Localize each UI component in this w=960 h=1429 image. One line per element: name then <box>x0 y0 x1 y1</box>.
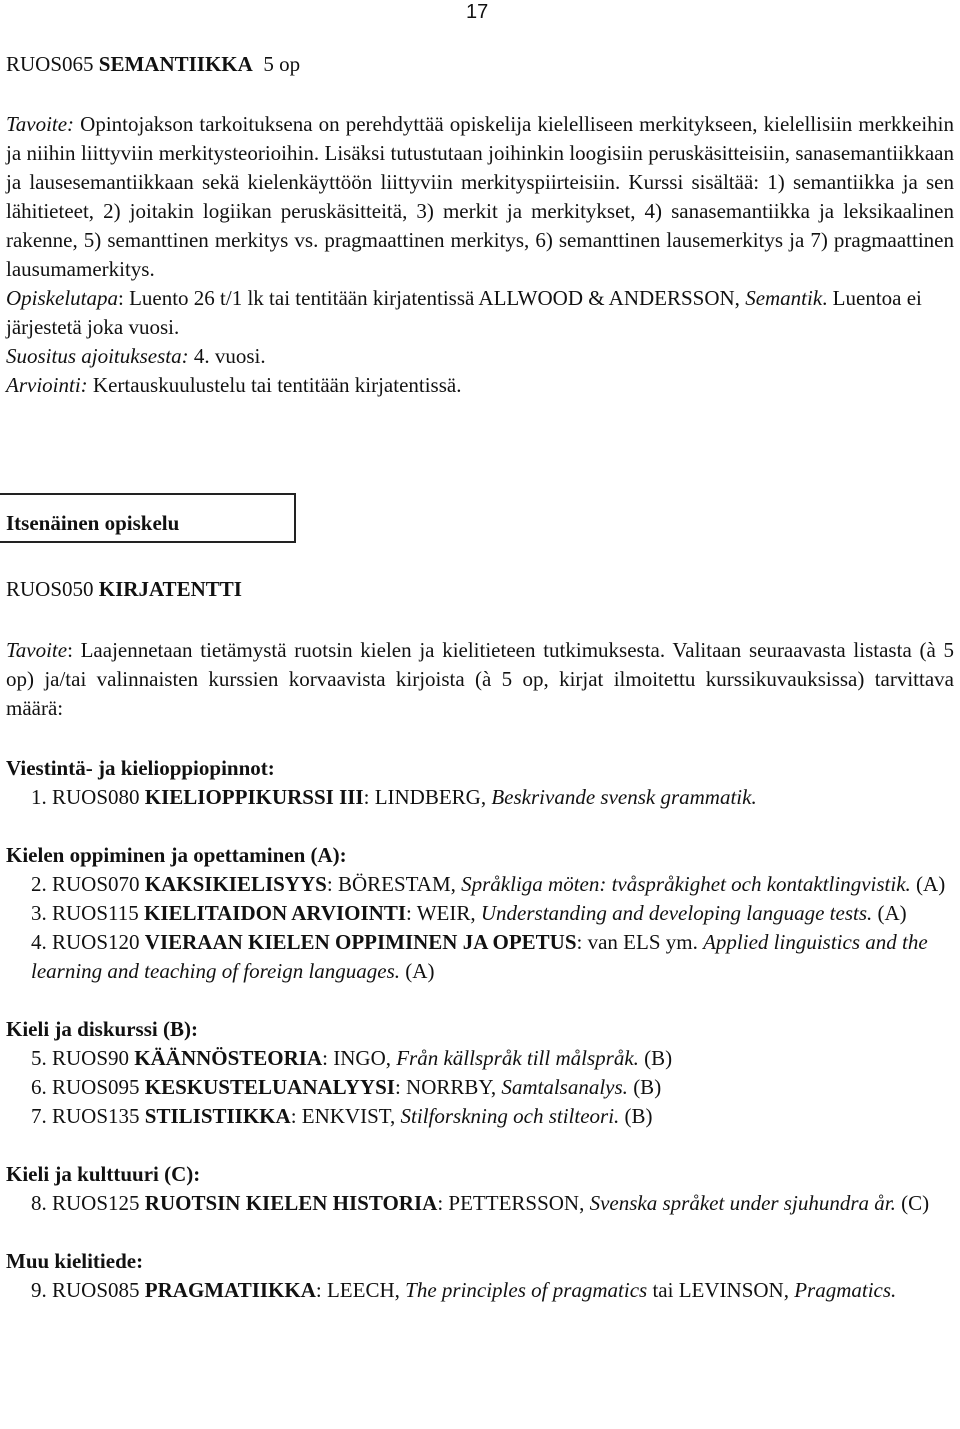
list-item <box>31 870 954 899</box>
study-label: Opiskelutapa <box>6 286 118 310</box>
item-author: : INGO, <box>322 1046 397 1070</box>
study-text: : Luento 26 t/1 lk tai tentitään kirjatentissä ALLWOOD & ANDERSSON, <box>117 286 746 310</box>
item-code: RUOS085 <box>52 1278 140 1302</box>
course-semantiikka <box>6 50 954 79</box>
item-book-alt: Pragmatics. <box>794 1278 897 1302</box>
item-tag: (B) <box>619 1104 653 1128</box>
group-heading: Kieli ja kulttuuri (C): <box>6 1162 201 1186</box>
item-tag: (A) <box>910 872 946 896</box>
section-box <box>0 493 296 543</box>
item-title: KAKSIKIELISYYS <box>144 872 327 896</box>
item-tag: (A) <box>400 959 435 983</box>
goal-text: Opintojakson tarkoituksena on perehdyttää opiskelija kielelliseen merkitykseen, kielellisiin merkkeihin ja niihin liittyviin merkitysteorioihin. Lisäksi tutustutaan joihinkin loogisiin peruskäsitteisiin, sanasemantiikkaan ja lausesemantiikkaan sekä kielenkäyttöön liittyviin merkityspiirteisiin. Kurssi sisältää: 1) semantiikka ja sen lähitieteet, 2) joitakin logiikan peruskäsitteitä, 3) merkit ja merkitykset, 4) sanasemantiikka ja leksikaalinen rakenne, 5) semanttinen merkitys vs. pragmaattinen merkitys, 6) semanttinen lausemerkitys ja 7) pragmaattinen lausumamerkitys. <box>6 112 955 281</box>
item-number: 8. <box>31 1191 47 1215</box>
item-book: Språkliga möten: tvåspråkighet och kontaktlingvistik. <box>461 872 911 896</box>
item-title: PRAGMATIIKKA <box>144 1278 316 1302</box>
item-title: STILISTIIKKA <box>144 1104 291 1128</box>
item-author: : ENKVIST, <box>290 1104 401 1128</box>
group-heading: Viestintä- ja kielioppiopinnot: <box>6 756 275 780</box>
item-author: : WEIR, <box>406 901 481 925</box>
course-semantiikka-body <box>6 110 954 400</box>
study-tail: . Luentoa ei järjestetä joka vuosi. <box>6 286 922 339</box>
item-number: 1. <box>31 785 47 809</box>
item-book: Svenska språket under sjuhundra år. <box>589 1191 896 1215</box>
item-number: 3. <box>31 901 47 925</box>
goal-label: Tavoite: <box>6 112 75 136</box>
item-book: Stilforskning och stilteori. <box>400 1104 620 1128</box>
item-title: KÄÄNNÖSTEORIA <box>134 1046 323 1070</box>
goal-paragraph <box>6 110 954 284</box>
book-groups <box>6 754 954 1305</box>
course2-title: KIRJATENTTI <box>98 577 242 601</box>
item-title: KESKUSTELUANALYYSI <box>144 1075 395 1099</box>
page-number: 17 <box>466 1 489 23</box>
item-book: Applied linguistics and the learning and teaching of foreign languages. <box>31 930 928 983</box>
item-tag: (C) <box>895 1191 930 1215</box>
list-item <box>31 1044 954 1073</box>
timing <box>6 342 954 371</box>
item-title: KIELITAIDON ARVIOINTI <box>144 901 407 925</box>
timing-label: Suositus ajoituksesta: <box>6 344 189 368</box>
item-code: RUOS125 <box>52 1191 140 1215</box>
item-author: : NORRBY, <box>394 1075 502 1099</box>
item-tag: (B) <box>638 1046 673 1070</box>
item-code: RUOS070 <box>52 872 140 896</box>
course2-goal <box>6 636 954 723</box>
item-author: : PETTERSSON, <box>437 1191 590 1215</box>
item-code: RUOS90 <box>52 1046 130 1070</box>
eval-text: Kertauskuulustelu tai tentitään kirjatentissä. <box>87 373 462 397</box>
item-tag: (B) <box>627 1075 662 1099</box>
list-item <box>31 1189 954 1218</box>
course2-code: RUOS050 <box>6 577 94 601</box>
section-box-label: Itsenäinen opiskelu <box>6 511 180 535</box>
item-code: RUOS120 <box>52 930 140 954</box>
item-code: RUOS095 <box>52 1075 140 1099</box>
study-method <box>6 284 954 342</box>
list-item <box>31 899 954 928</box>
item-author: : van ELS ym. <box>576 930 704 954</box>
course2-heading <box>6 575 954 604</box>
item-code: RUOS135 <box>52 1104 140 1128</box>
course-heading <box>6 50 954 79</box>
item-number: 4. <box>31 930 47 954</box>
item-book: Samtalsanalys. <box>501 1075 628 1099</box>
timing-text: 4. vuosi. <box>188 344 266 368</box>
group-heading: Muu kielitiede: <box>6 1249 144 1273</box>
group-heading: Kieli ja diskurssi (B): <box>6 1017 198 1041</box>
item-tag: (A) <box>872 901 907 925</box>
course2-body <box>6 636 954 723</box>
item-number: 5. <box>31 1046 47 1070</box>
item-book: Från källspråk till målspråk. <box>396 1046 639 1070</box>
group-heading: Kielen oppiminen ja opettaminen (A): <box>6 843 347 867</box>
item-author: : BÖRESTAM, <box>326 872 462 896</box>
list-item <box>31 1102 954 1131</box>
course2-goal-label: Tavoite <box>6 638 68 662</box>
course-credits: 5 op <box>263 52 301 76</box>
course2-goal-text: : Laajennetaan tietämystä ruotsin kielen ja kielitieteen tutkimuksesta. Valitaan seuraavasta listasta (à 5 op) ja/tai valinnaisten kurssien korvaavista kirjoista (à 5 op, kirjat ilmoitettu kurssikuvauksissa) tarvittava määrä: <box>6 638 954 720</box>
item-title: VIERAAN KIELEN OPPIMINEN JA OPETUS <box>144 930 577 954</box>
item-title: KIELIOPPIKURSSI III <box>144 785 364 809</box>
evaluation <box>6 371 954 400</box>
list-item <box>31 1276 954 1305</box>
item-book: Understanding and developing language tests. <box>480 901 873 925</box>
item-code: RUOS080 <box>52 785 140 809</box>
item-number: 7. <box>31 1104 47 1128</box>
item-author: : LEECH, <box>315 1278 406 1302</box>
list-item <box>31 928 954 986</box>
study-book: Semantik <box>745 286 823 310</box>
list-item <box>31 783 954 812</box>
item-code: RUOS115 <box>52 901 139 925</box>
list-item <box>31 1073 954 1102</box>
course-kirjatentti <box>6 575 954 604</box>
item-title: RUOTSIN KIELEN HISTORIA <box>144 1191 438 1215</box>
item-book: The principles of pragmatics <box>405 1278 648 1302</box>
eval-label: Arviointi: <box>6 373 88 397</box>
item-tag: tai LEVINSON, <box>647 1278 795 1302</box>
item-book: Beskrivande svensk grammatik. <box>491 785 757 809</box>
item-number: 6. <box>31 1075 47 1099</box>
course-code: RUOS065 <box>6 52 94 76</box>
item-number: 2. <box>31 872 47 896</box>
item-author: : LINDBERG, <box>363 785 492 809</box>
course-title: SEMANTIIKKA <box>98 52 253 76</box>
item-number: 9. <box>31 1278 47 1302</box>
